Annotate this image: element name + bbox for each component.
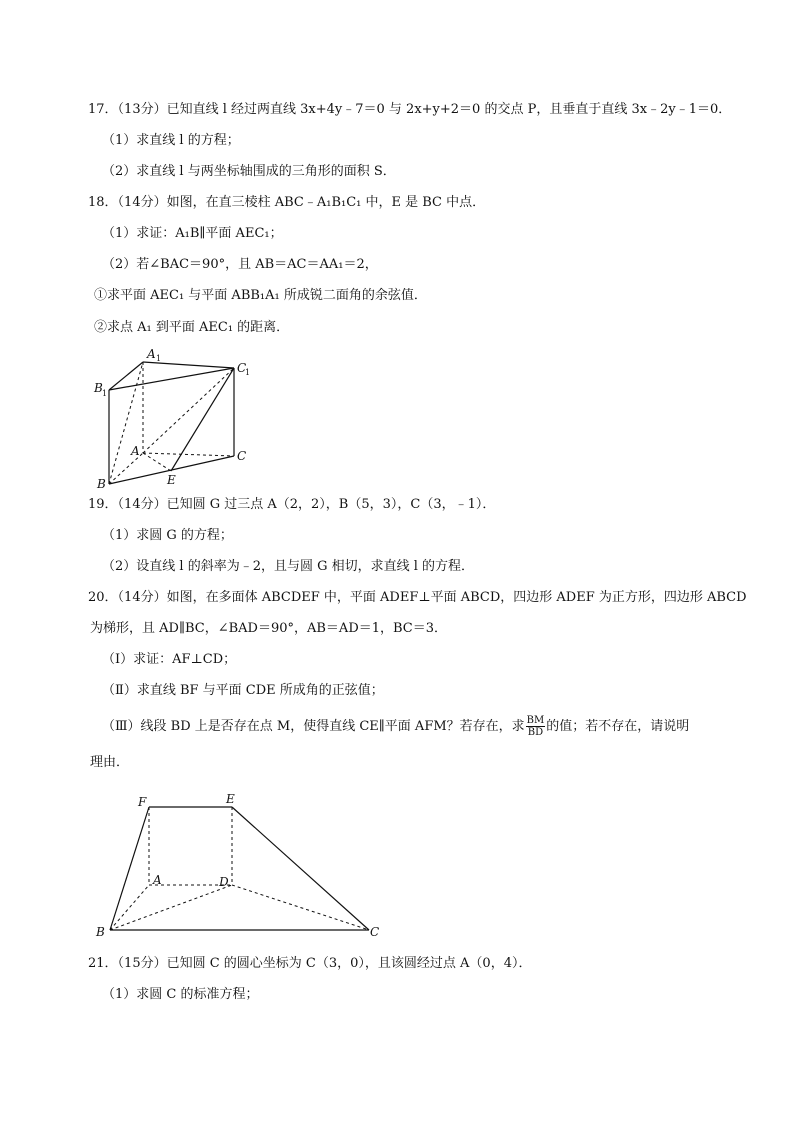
q19-part1: （1）求圆 G 的方程； <box>102 528 233 543</box>
q18-part1: （1）求证：A₁B∥平面 AEC₁； <box>102 226 283 241</box>
q20-part3-pre: （Ⅲ）线段 BD 上是否存在点 M，使得直线 CE∥平面 AFM？若存在，求 <box>102 719 525 734</box>
label-c: C <box>237 449 247 463</box>
q19-part2: （2）设直线 l 的斜率为﹣2，且与圆 G 相切，求直线 l 的方程． <box>102 559 475 574</box>
label-b1: B <box>94 381 103 395</box>
q18-sub2: ②求点 A₁ 到平面 AEC₁ 的距离． <box>94 320 290 335</box>
label-c: C <box>370 925 380 939</box>
edge-d-c <box>232 885 369 930</box>
q17-part1: （1）求直线 l 的方程； <box>102 133 240 148</box>
q19-header: 19．（14分）已知圆 G 过三点 A（2，2），B（5，3），C（3，﹣1）． <box>88 497 496 512</box>
label-f: F <box>138 795 147 809</box>
label-a: A <box>131 444 140 458</box>
q20-part1: （Ⅰ）求证：AF⊥CD； <box>102 652 237 667</box>
q20-part3-cont: 理由． <box>90 755 130 770</box>
q21-header: 21．（15分）已知圆 C 的圆心坐标为 C（3，0），且该圆经过点 A（0，4）． <box>88 956 532 971</box>
edge-f-b <box>110 807 149 930</box>
label-e: E <box>226 792 235 806</box>
label-c1: C <box>237 361 247 375</box>
label-b: B <box>97 477 106 491</box>
fraction-denominator: BD <box>527 727 544 738</box>
fraction-numerator: BM <box>526 715 545 726</box>
label-e: E <box>167 473 176 487</box>
q17-header: 17．（13分）已知直线 l 经过两直线 3x+4y﹣7＝0 与 2x+y+2＝0 的交点 P，且垂直于直线 3x﹣2y﹣1＝0． <box>88 102 732 117</box>
q20-part2: （Ⅱ）求直线 BF 与平面 CDE 所成角的正弦值； <box>102 683 384 698</box>
q17-part2: （2）求直线 l 与两坐标轴围成的三角形的面积 S． <box>102 164 396 179</box>
label-d: D <box>219 875 229 889</box>
label-b: B <box>96 925 105 939</box>
q18-sub1: ①求平面 AEC₁ 与平面 ABB₁A₁ 所成锐二面角的余弦值． <box>94 288 427 303</box>
q20-part3-post: 的值；若不存在，请说明 <box>546 719 690 734</box>
label-c1-sub: 1 <box>245 368 251 377</box>
q20-header: 20．（14分）如图，在多面体 ABCDEF 中，平面 ADEF⊥平面 ABCD，四边形 ADEF 为正方形，四边形 ABCD <box>88 590 747 605</box>
q20-header-cont: 为梯形，且 AD∥BC，∠BAD＝90°，AB＝AD＝1，BC＝3． <box>90 621 448 636</box>
edge-b-d <box>110 885 232 930</box>
q18-part2: （2）若∠BAC＝90°，且 AB＝AC＝AA₁＝2， <box>102 257 378 272</box>
q18-header: 18．（14分）如图，在直三棱柱 ABC﹣A₁B₁C₁ 中，E 是 BC 中点． <box>88 195 486 210</box>
label-a1: A <box>147 347 156 361</box>
label-b1-sub: 1 <box>102 389 108 398</box>
edge-e-c <box>232 807 369 930</box>
q21-part1: （1）求圆 C 的标准方程； <box>102 987 259 1002</box>
label-a: A <box>153 873 162 887</box>
label-a1-sub: 1 <box>156 354 162 363</box>
